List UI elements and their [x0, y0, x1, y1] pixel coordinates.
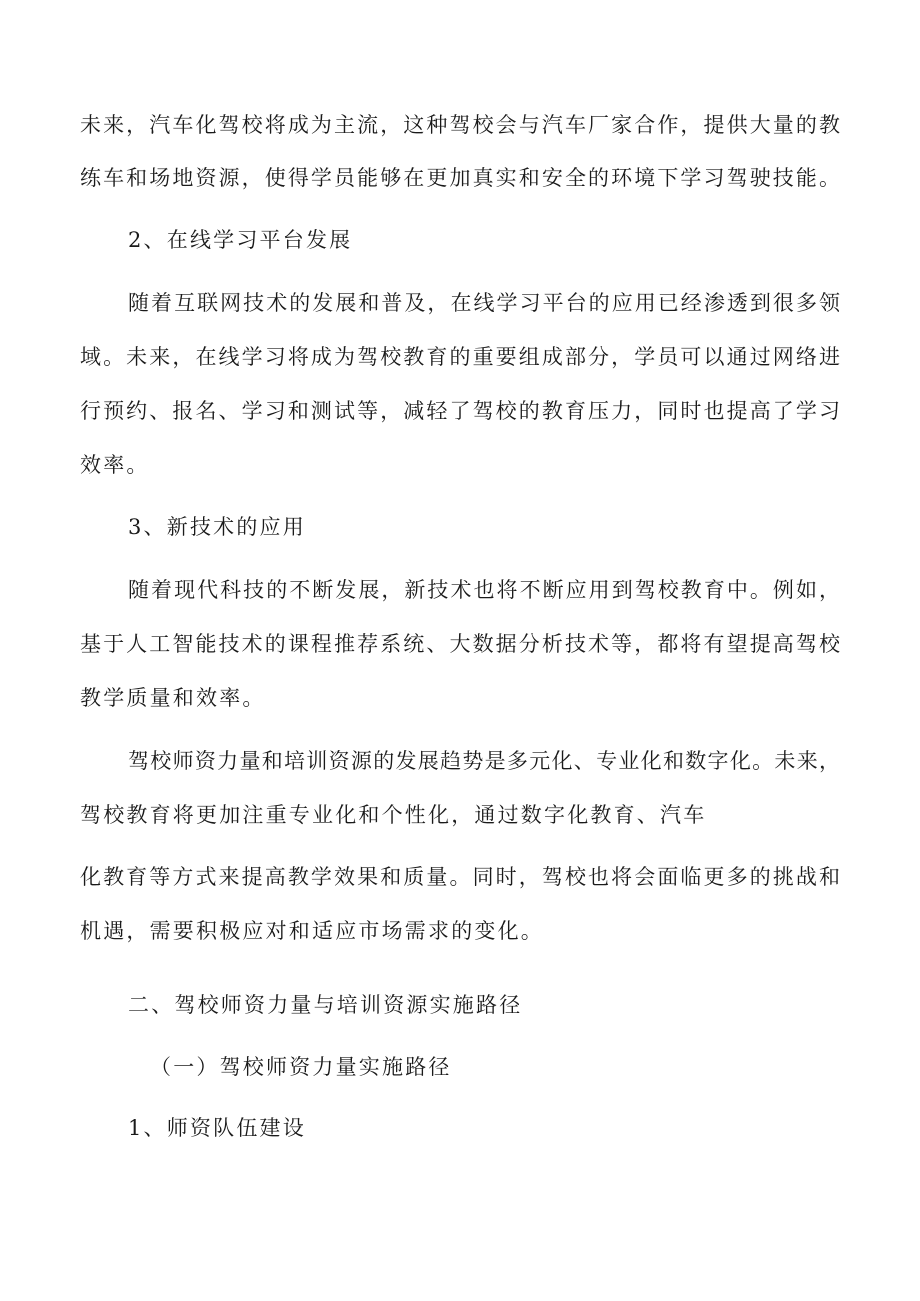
paragraph-line: 基于人工智能技术的课程推荐系统、大数据分析技术等，都将有望提高驾校	[80, 632, 840, 656]
paragraph-line: 驾校师资力量和培训资源的发展趋势是多元化、专业化和数字化。未来，	[128, 749, 840, 773]
paragraph-line: 练车和场地资源，使得学员能够在更加真实和安全的环境下学习驾驶技能。	[80, 166, 840, 190]
paragraph-line: 机遇，需要积极应对和适应市场需求的变化。	[80, 919, 544, 943]
paragraph-line: 效率。	[80, 453, 150, 477]
subsection-heading: （一）驾校师资力量实施路径	[150, 1055, 452, 1079]
paragraph-line: 行预约、报名、学习和测试等，减轻了驾校的教育压力，同时也提高了学习	[80, 399, 840, 423]
paragraph-line: 驾校教育将更加注重专业化和个性化，通过数字化教育、汽车	[80, 803, 707, 827]
paragraph-line: 随着现代科技的不断发展，新技术也将不断应用到驾校教育中。例如，	[128, 578, 840, 602]
section-heading: 1、师资队伍建设	[128, 1116, 306, 1140]
chapter-heading: 二、驾校师资力量与培训资源实施路径	[128, 993, 523, 1017]
paragraph-line: 随着互联网技术的发展和普及，在线学习平台的应用已经渗透到很多领	[128, 291, 840, 315]
paragraph-line: 化教育等方式来提高教学效果和质量。同时，驾校也将会面临更多的挑战和	[80, 865, 840, 889]
section-heading: 2、在线学习平台发展	[128, 228, 353, 252]
section-heading: 3、新技术的应用	[128, 515, 306, 539]
paragraph-line: 域。未来，在线学习将成为驾校教育的重要组成部分，学员可以通过网络进	[80, 345, 840, 369]
paragraph-line: 教学质量和效率。	[80, 686, 266, 710]
paragraph-line: 未来，汽车化驾校将成为主流，这种驾校会与汽车厂家合作，提供大量的教	[80, 113, 840, 137]
